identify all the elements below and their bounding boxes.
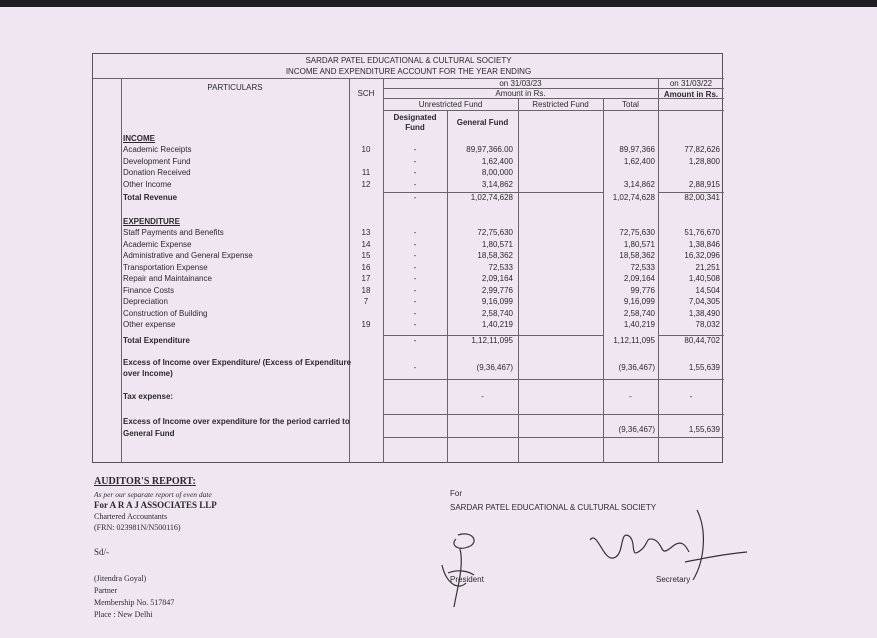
expenditure-row-designated: - — [413, 320, 417, 329]
excess-label-2: over Income) — [123, 369, 173, 378]
expenditure-row-designated: - — [413, 262, 417, 272]
expenditure-row-general: 72,75,630 — [477, 228, 513, 237]
auditor-place: Place : New Delhi — [94, 610, 153, 619]
income-heading: INCOME — [123, 134, 155, 143]
total-expenditure-previous: 80,44,702 — [684, 336, 720, 345]
auditor-frn: (FRN: 023981N/N500116) — [94, 523, 181, 532]
expenditure-row-designated: - — [413, 285, 417, 295]
expenditure-row-previous: 14,504 — [695, 285, 720, 295]
income-row-total: 1,62,400 — [623, 156, 655, 166]
expenditure-row-designated: - — [413, 251, 417, 260]
expenditure-row-label: Staff Payments and Benefits — [123, 228, 224, 237]
tax-total: - — [629, 392, 632, 401]
total-expenditure-general: 1,12,11,095 — [471, 336, 513, 345]
scan-top-edge — [0, 0, 877, 7]
expenditure-row-label: Finance Costs — [123, 285, 175, 295]
income-row-general: 8,00,000 — [481, 168, 513, 177]
total-expenditure-total: 1,12,11,095 — [613, 336, 655, 345]
total-expenditure-designated: - — [413, 336, 417, 345]
expenditure-row-total: 2,09,164 — [623, 274, 655, 283]
income-row-previous: 2,88,915 — [688, 179, 720, 189]
expenditure-row-previous: 51,76,670 — [684, 228, 720, 237]
tax-previous: - — [689, 392, 693, 401]
president-label: President — [450, 575, 484, 584]
total-revenue-designated: - — [413, 193, 417, 202]
expenditure-heading: EXPENDITURE — [123, 217, 180, 226]
excess-label-1: Excess of Income over Expenditure/ (Excess of Expenditure — [123, 358, 352, 367]
excess-general: (9,36,467) — [476, 363, 513, 372]
restricted-fund-header: Restricted Fund — [532, 100, 589, 109]
income-row-sch: 10 — [361, 145, 371, 154]
particulars-header: PARTICULARS — [207, 83, 263, 92]
expenditure-row-total: 18,58,362 — [619, 251, 655, 260]
excess-designated: - — [413, 363, 417, 372]
previous-date-header: on 31/03/22 — [669, 79, 713, 88]
expenditure-row-previous: 7,04,305 — [688, 297, 720, 306]
expenditure-row-general: 1,40,219 — [481, 320, 513, 329]
expenditure-row-label: Transportation Expense — [123, 262, 208, 272]
expenditure-row-previous: 1,38,490 — [688, 308, 720, 318]
expenditure-row-designated: - — [413, 228, 417, 237]
income-row-designated: - — [413, 156, 417, 166]
expenditure-row-sch: 17 — [361, 274, 371, 283]
secretary-label: Secretary — [656, 575, 691, 584]
amount-header: Amount in Rs. — [495, 89, 546, 98]
expenditure-row-total: 72,75,630 — [619, 228, 655, 237]
unrestricted-fund-header: Unrestricted Fund — [418, 100, 483, 109]
carried-previous: 1,55,639 — [688, 425, 720, 434]
expenditure-row-sch: 18 — [361, 285, 371, 295]
total-header: Total — [622, 100, 639, 109]
expenditure-row-previous: 21,251 — [695, 262, 720, 272]
expenditure-row-previous: 1,40,508 — [688, 274, 720, 283]
expenditure-row-sch: 14 — [361, 239, 371, 249]
auditor-firm: For A R A J ASSOCIATES LLP — [94, 500, 217, 510]
income-row-general: 89,97,366.00 — [466, 145, 513, 154]
expenditure-row-general: 9,16,099 — [481, 297, 513, 306]
expenditure-row-sch: 7 — [363, 297, 369, 306]
total-revenue-general: 1,02,74,628 — [470, 193, 513, 202]
auditor-partner: Partner — [94, 586, 118, 595]
income-expenditure-table — [92, 53, 723, 463]
expenditure-row-previous: 16,32,096 — [684, 251, 720, 260]
expenditure-row-designated: - — [413, 239, 417, 249]
tax-general: - — [481, 392, 484, 401]
income-row-label: Donation Received — [123, 168, 191, 177]
income-row-previous: 77,82,626 — [684, 145, 720, 154]
carried-label-2: General Fund — [123, 429, 175, 438]
excess-total: (9,36,467) — [618, 363, 655, 372]
carried-total: (9,36,467) — [618, 425, 655, 434]
income-row-designated: - — [413, 179, 417, 189]
income-row-label: Academic Receipts — [123, 145, 192, 154]
statement-title: INCOME AND EXPENDITURE ACCOUNT FOR THE YEAR ENDING — [285, 67, 532, 76]
income-row-sch: 12 — [361, 179, 371, 189]
total-revenue-total: 1,02,74,628 — [612, 193, 655, 202]
expenditure-row-label: Depreciation — [123, 297, 168, 306]
designated-fund-header-2: Fund — [405, 123, 425, 132]
total-revenue-label: Total Revenue — [123, 193, 178, 202]
income-row-total: 3,14,862 — [623, 179, 655, 189]
income-row-total: 89,97,366 — [619, 145, 655, 154]
expenditure-row-total: 9,16,099 — [623, 297, 655, 306]
income-row-general: 3,14,862 — [481, 179, 513, 189]
income-row-previous: 1,28,800 — [688, 156, 720, 166]
auditor-report-title: AUDITOR'S REPORT: — [94, 476, 196, 487]
income-row-label: Other Income — [123, 179, 172, 189]
expenditure-row-label: Construction of Building — [123, 308, 208, 318]
total-expenditure-label: Total Expenditure — [123, 336, 190, 345]
expenditure-row-total: 1,40,219 — [623, 320, 655, 329]
expenditure-row-previous: 1,38,846 — [688, 239, 720, 249]
expenditure-row-total: 1,80,571 — [623, 239, 655, 249]
income-row-sch: 11 — [361, 168, 371, 177]
society-name: SARDAR PATEL EDUCATIONAL & CULTURAL SOCIETY — [450, 503, 657, 512]
expenditure-row-label: Other expense — [123, 320, 176, 329]
expenditure-row-sch: 13 — [361, 228, 371, 237]
expenditure-row-general: 2,99,776 — [481, 285, 513, 295]
expenditure-row-general: 2,58,740 — [481, 308, 513, 318]
excess-previous: 1,55,639 — [688, 363, 720, 372]
expenditure-row-sch: 16 — [361, 262, 371, 272]
income-row-designated: - — [413, 145, 417, 154]
auditor-membership: Membership No. 517847 — [94, 598, 175, 607]
auditor-role: Chartered Accountants — [94, 512, 168, 521]
expenditure-row-designated: - — [413, 274, 417, 283]
current-date-header: on 31/03/23 — [499, 79, 542, 88]
expenditure-row-general: 18,58,362 — [477, 251, 513, 260]
general-fund-header: General Fund — [456, 118, 509, 127]
expenditure-row-label: Academic Expense — [123, 239, 192, 249]
tax-label: Tax expense: — [123, 392, 174, 401]
auditor-line-1: As per our separate report of even date — [94, 490, 212, 499]
expenditure-row-total: 72,533 — [630, 262, 655, 272]
expenditure-row-general: 2,09,164 — [481, 274, 513, 283]
income-row-label: Development Fund — [123, 156, 191, 166]
expenditure-row-total: 99,776 — [630, 285, 655, 295]
auditor-name: (Jitendra Goyal) — [94, 574, 147, 583]
org-title: SARDAR PATEL EDUCATIONAL & CULTURAL SOCIETY — [305, 56, 512, 65]
auditor-sd: Sd/- — [94, 547, 110, 557]
expenditure-row-designated: - — [413, 297, 417, 306]
expenditure-row-general: 1,80,571 — [481, 239, 513, 249]
designated-fund-header-1: Designated — [393, 113, 437, 122]
expenditure-row-sch: 19 — [361, 320, 371, 329]
expenditure-row-general: 72,533 — [488, 262, 513, 272]
carried-label-1: Excess of Income over expenditure for the period carried to — [123, 417, 350, 426]
income-row-designated: - — [413, 168, 417, 177]
secretary-signature — [585, 500, 755, 590]
income-row-general: 1,62,400 — [481, 156, 513, 166]
expenditure-row-designated: - — [413, 308, 417, 318]
sch-header: SCH — [357, 89, 375, 98]
previous-amount-header: Amount in Rs. — [663, 90, 719, 99]
expenditure-row-previous: 78,032 — [695, 320, 720, 329]
expenditure-row-label: Administrative and General Expense — [123, 251, 253, 260]
expenditure-row-sch: 15 — [361, 251, 371, 260]
society-for: For — [450, 489, 462, 498]
president-signature — [428, 525, 498, 615]
expenditure-row-total: 2,58,740 — [623, 308, 655, 318]
total-revenue-previous: 82,00,341 — [684, 193, 720, 202]
expenditure-row-label: Repair and Maintainance — [123, 274, 212, 283]
